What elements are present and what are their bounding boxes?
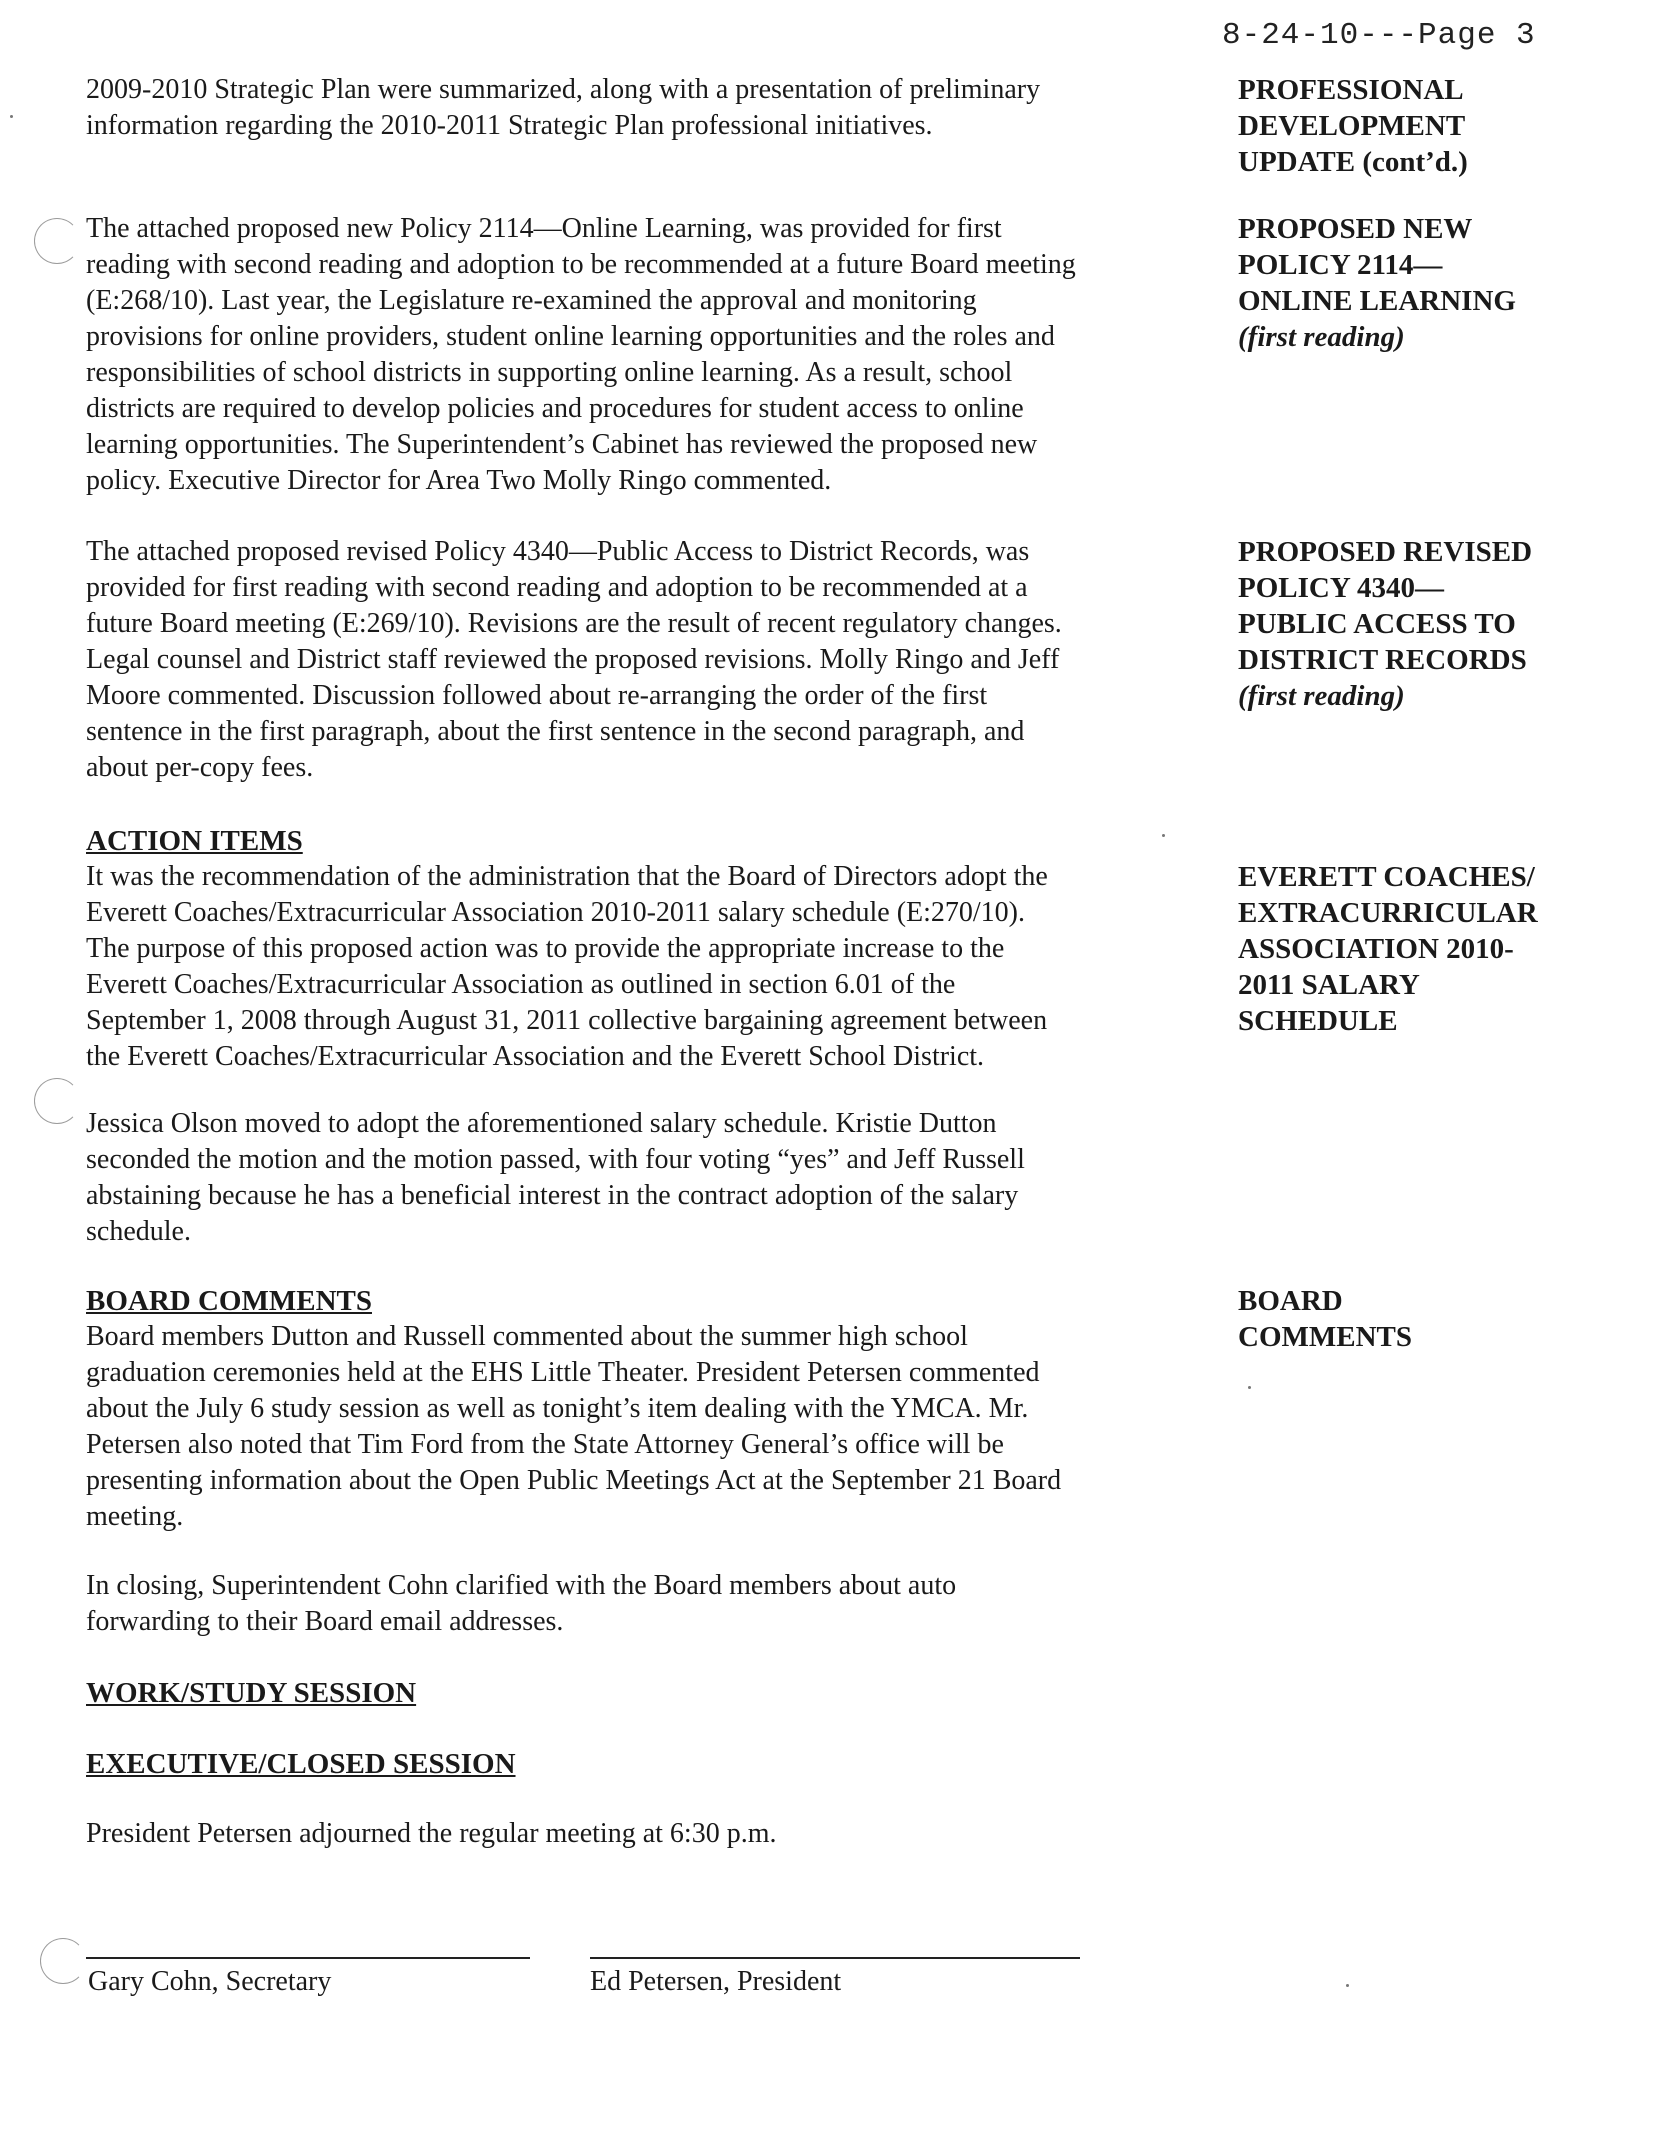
text-line: responsibilities of school districts in supporting online learning. As a result, school <box>86 357 1013 388</box>
paragraph-policy-2114 <box>86 211 1186 499</box>
side-heading-board-comments <box>1238 1283 1638 1355</box>
text-line: It was the recommendation of the administration that the Board of Directors adopt the <box>86 861 1048 892</box>
side-heading-line: POLICY 4340— <box>1238 572 1444 604</box>
side-heading-line: DEVELOPMENT <box>1238 110 1466 142</box>
side-heading-professional-development <box>1238 72 1638 180</box>
text-line: The attached proposed new Policy 2114—Online Learning, was provided for first <box>86 213 1002 244</box>
text-line: Legal counsel and District staff reviewed the proposed revisions. Molly Ringo and Jeff <box>86 644 1060 675</box>
side-heading-line: ONLINE LEARNING <box>1238 285 1516 317</box>
side-heading-line: BOARD <box>1238 1285 1343 1317</box>
text-line: reading with second reading and adoption to be recommended at a future Board meeting <box>86 249 1076 280</box>
text-line: about the July 6 study session as well as tonight’s item dealing with the YMCA. Mr. <box>86 1393 1029 1424</box>
scan-speck <box>1346 1984 1349 1987</box>
side-heading-line: DISTRICT RECORDS <box>1238 644 1527 676</box>
paragraph-action-recommendation <box>86 859 1186 1075</box>
text-line: meeting. <box>86 1501 184 1532</box>
text-line: districts are required to develop policies and procedures for student access to online <box>86 393 1024 424</box>
section-heading-executive-closed: EXECUTIVE/CLOSED SESSION <box>86 1748 516 1780</box>
text-line: Petersen also noted that Tim Ford from the State Attorney General’s office will be <box>86 1429 1004 1460</box>
side-heading-line: PUBLIC ACCESS TO <box>1238 608 1516 640</box>
side-heading-line: ASSOCIATION 2010- <box>1238 933 1514 965</box>
side-heading-line: COMMENTS <box>1238 1321 1412 1353</box>
text-line: forwarding to their Board email addresses. <box>86 1606 564 1637</box>
scan-speck <box>10 115 13 118</box>
text-line: future Board meeting (E:269/10). Revisions are the result of recent regulatory changes. <box>86 608 1062 639</box>
text-line: sentence in the first paragraph, about the first sentence in the second paragraph, and <box>86 716 1025 747</box>
text-line: In closing, Superintendent Cohn clarified with the Board members about auto <box>86 1570 957 1601</box>
text-line: presenting information about the Open Public Meetings Act at the September 21 Board <box>86 1465 1062 1496</box>
side-heading-line: EXTRACURRICULAR <box>1238 897 1538 929</box>
section-heading-board-comments: BOARD COMMENTS <box>86 1285 372 1317</box>
side-heading-line: SCHEDULE <box>1238 1005 1398 1037</box>
text-line: Board members Dutton and Russell commented about the summer high school <box>86 1321 968 1352</box>
side-heading-line: PROPOSED NEW <box>1238 213 1473 245</box>
side-heading-line: PROPOSED REVISED <box>1238 536 1533 568</box>
section-heading-action-items: ACTION ITEMS <box>86 825 303 857</box>
punch-hole-mark <box>34 1078 80 1124</box>
text-line: schedule. <box>86 1216 191 1247</box>
scan-speck <box>1162 834 1165 837</box>
side-heading-line: UPDATE (cont’d.) <box>1238 146 1468 178</box>
side-heading-line: 2011 SALARY <box>1238 969 1420 1001</box>
text-line: Jessica Olson moved to adopt the aforementioned salary schedule. Kristie Dutton <box>86 1108 997 1139</box>
page-number: 8-24-10---Page 3 <box>1222 18 1536 53</box>
text-line: Everett Coaches/Extracurricular Association 2010-2011 salary schedule (E:270/10). <box>86 897 1025 928</box>
text-line: policy. Executive Director for Area Two Molly Ringo commented. <box>86 465 832 496</box>
text-line: 2009-2010 Strategic Plan were summarized, along with a presentation of preliminary <box>86 74 1041 105</box>
text-line: abstaining because he has a beneficial interest in the contract adoption of the salary <box>86 1180 1019 1211</box>
side-heading-coaches-salary <box>1238 859 1638 1039</box>
signature-name-president: Ed Petersen, President <box>590 1966 842 1997</box>
side-heading-policy-2114 <box>1238 211 1638 355</box>
paragraph-strategic-plan <box>86 72 1186 144</box>
scan-speck <box>1248 1386 1251 1389</box>
paragraph-closing <box>86 1568 1186 1640</box>
text-line: (E:268/10). Last year, the Legislature re-examined the approval and monitoring <box>86 285 977 316</box>
text-line: Moore commented. Discussion followed about re-arranging the order of the first <box>86 680 988 711</box>
text-line: The attached proposed revised Policy 4340—Public Access to District Records, was <box>86 536 1030 567</box>
signature-name-secretary: Gary Cohn, Secretary <box>88 1966 332 1997</box>
signature-line-secretary <box>86 1957 530 1959</box>
punch-hole-mark <box>34 218 80 264</box>
side-heading-line: EVERETT COACHES/ <box>1238 861 1535 893</box>
text-line: President Petersen adjourned the regular meeting at 6:30 p.m. <box>86 1818 777 1849</box>
side-heading-policy-4340 <box>1238 534 1638 714</box>
text-line: provided for first reading with second reading and adoption to be recommended at a <box>86 572 1028 603</box>
text-line: learning opportunities. The Superintendent’s Cabinet has reviewed the proposed new <box>86 429 1038 460</box>
paragraph-adjourn <box>86 1816 1186 1852</box>
side-heading-line: PROFESSIONAL <box>1238 74 1464 106</box>
text-line: the Everett Coaches/Extracurricular Association and the Everett School District. <box>86 1041 985 1072</box>
text-line: September 1, 2008 through August 31, 2011 collective bargaining agreement between <box>86 1005 1048 1036</box>
punch-hole-mark <box>40 1938 86 1984</box>
text-line: graduation ceremonies held at the EHS Little Theater. President Petersen commented <box>86 1357 1040 1388</box>
text-line: information regarding the 2010-2011 Strategic Plan professional initiatives. <box>86 110 933 141</box>
section-heading-work-study: WORK/STUDY SESSION <box>86 1677 417 1709</box>
text-line: provisions for online providers, student online learning opportunities and the roles and <box>86 321 1055 352</box>
side-heading-line: POLICY 2114— <box>1238 249 1443 281</box>
paragraph-motion <box>86 1106 1186 1250</box>
text-line: seconded the motion and the motion passed, with four voting “yes” and Jeff Russell <box>86 1144 1025 1175</box>
paragraph-policy-4340 <box>86 534 1186 786</box>
signature-line-president <box>590 1957 1080 1959</box>
text-line: The purpose of this proposed action was to provide the appropriate increase to the <box>86 933 1005 964</box>
side-heading-note: (first reading) <box>1238 680 1405 712</box>
text-line: Everett Coaches/Extracurricular Association as outlined in section 6.01 of the <box>86 969 956 1000</box>
side-heading-note: (first reading) <box>1238 321 1405 353</box>
paragraph-board-comments <box>86 1319 1186 1535</box>
text-line: about per-copy fees. <box>86 752 314 783</box>
